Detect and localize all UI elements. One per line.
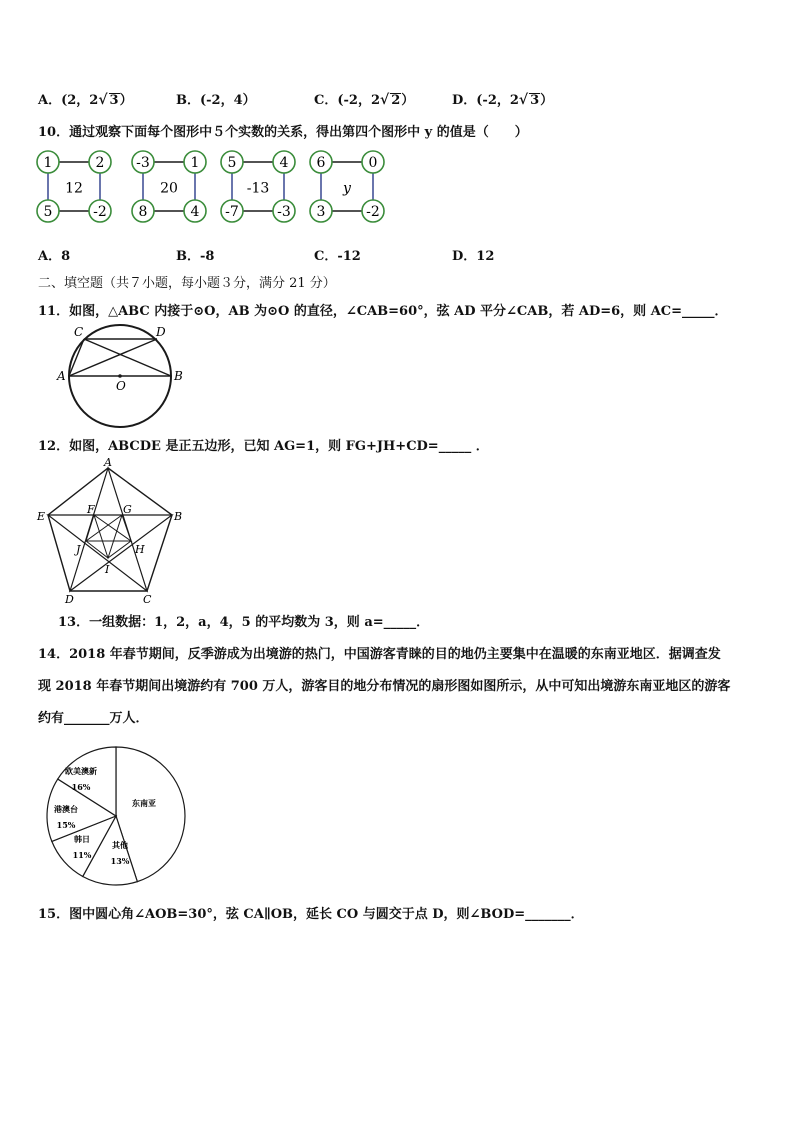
q9-option-d: D．(-2，2√ 3） <box>452 92 554 108</box>
q12-label-d: D <box>65 593 74 606</box>
q10-stem: 10．通过观察下面每个图形中５个实数的关系，得出第四个图形中 y 的值是（ ） <box>38 125 528 140</box>
q14-line3: 约有_______万人． <box>38 711 149 726</box>
q11-label-b: B <box>174 369 183 383</box>
q12-label-g: G <box>123 503 132 516</box>
figure-center-value: 12 <box>65 180 83 197</box>
pie-label-4: 欧美澳新 <box>65 766 97 776</box>
figure-center-value: 20 <box>160 180 178 197</box>
q11-label-o: O <box>116 379 126 393</box>
q13-stem: 13．一组数据：1，2，a，4，5 的平均数为 3，则 a=_____． <box>58 615 430 630</box>
q10-figure-2 <box>132 151 206 222</box>
pie-label-2: 韩日 <box>74 834 90 844</box>
q11-figure <box>50 320 200 428</box>
section-heading: 二、填空题（共７小题，每小题３分，满分 21 分） <box>38 276 336 291</box>
pie-label-3: 港澳台 <box>54 804 78 814</box>
q10-figures <box>34 146 394 228</box>
pie-percent-3: 15% <box>56 820 76 830</box>
figure-node-tr: 2 <box>95 155 105 171</box>
q12-label-c: C <box>143 593 152 606</box>
figure-node-bl: 3 <box>316 204 326 220</box>
q14-pie-chart <box>40 745 195 887</box>
figure-node-bl: -7 <box>225 204 239 220</box>
q11-center-dot <box>118 374 122 378</box>
figure-node-br: -3 <box>277 204 291 220</box>
q11-label-a: A <box>57 369 66 383</box>
figure-node-br: -2 <box>366 204 380 220</box>
q10-option-c: C．-12 <box>314 249 361 264</box>
figure-node-bl: 5 <box>43 204 53 220</box>
figure-node-br: 4 <box>190 204 200 220</box>
pie-percent-1: 13% <box>110 856 130 866</box>
q10-option-b: B．-8 <box>176 249 215 264</box>
q12-label-i: I <box>105 563 110 576</box>
figure-node-tr: 4 <box>279 155 289 171</box>
q11-chord-cb <box>84 339 171 376</box>
q10-figure-1 <box>37 151 111 222</box>
q10-figure-3 <box>221 151 295 222</box>
figure-node-tl: 6 <box>316 155 326 171</box>
pie-label-1: 其他 <box>112 840 128 850</box>
q9-option-c: C．(-2，2√ 2） <box>314 92 415 108</box>
figure-node-bl: 8 <box>138 204 148 220</box>
q12-label-j: J <box>76 543 81 556</box>
q12-label-a: A <box>104 457 112 469</box>
q10-figure-4 <box>310 151 384 222</box>
figure-node-tl: 5 <box>227 155 237 171</box>
figure-node-tl: 1 <box>43 155 53 171</box>
q11-stem: 11．如图，△ABC 内接于⊙O，AB 为⊙O 的直径，∠CAB=60°，弦 AD 平分∠CAB，若 AD=6，则 AC=_____． <box>38 304 728 319</box>
q9-option-b: B．(-2，4） <box>176 93 256 108</box>
q12-label-f: F <box>87 503 95 516</box>
pie-percent-2: 11% <box>72 850 92 860</box>
pie-percent-4: 16% <box>71 782 91 792</box>
q10-option-d: D．12 <box>452 249 495 264</box>
q12-label-b: B <box>174 510 183 523</box>
q14-line1: 14．2018 年春节期间，反季游成为出境游的热门，中国游客青睐的目的地仍主要集中在温暖的东南亚地区．据调查发 <box>38 647 721 662</box>
q10-option-a: A．8 <box>38 249 71 264</box>
q12-label-e: E <box>37 510 46 523</box>
figure-node-tr: 0 <box>368 155 378 171</box>
figure-node-tr: 1 <box>190 155 200 171</box>
q9-option-a: A．(2，2√ 3） <box>38 92 133 108</box>
q11-label-c: C <box>74 325 84 339</box>
q12-label-h: H <box>135 543 145 556</box>
q15-stem: 15．图中圆心角∠AOB=30°，弦 CA∥OB，延长 CO 与圆交于点 D，则∠BOD=_______． <box>38 907 584 922</box>
q12-figure <box>34 457 194 607</box>
figure-center-value: -13 <box>246 180 270 197</box>
pie-label-0: 东南亚 <box>132 798 156 808</box>
figure-node-tl: -3 <box>136 155 150 171</box>
figure-node-br: -2 <box>93 204 107 220</box>
q14-line2: 现 2018 年春节期间出境游约有 700 万人，游客目的地分布情况的扇形图如图所示，从中可知出境游东南亚地区的游客 <box>38 679 731 694</box>
q11-label-d: D <box>156 325 166 339</box>
q12-stem: 12．如图，ABCDE 是正五边形，已知 AG=1，则 FG+JH+CD=_____ ． <box>38 439 489 454</box>
figure-center-value: y <box>343 180 351 197</box>
